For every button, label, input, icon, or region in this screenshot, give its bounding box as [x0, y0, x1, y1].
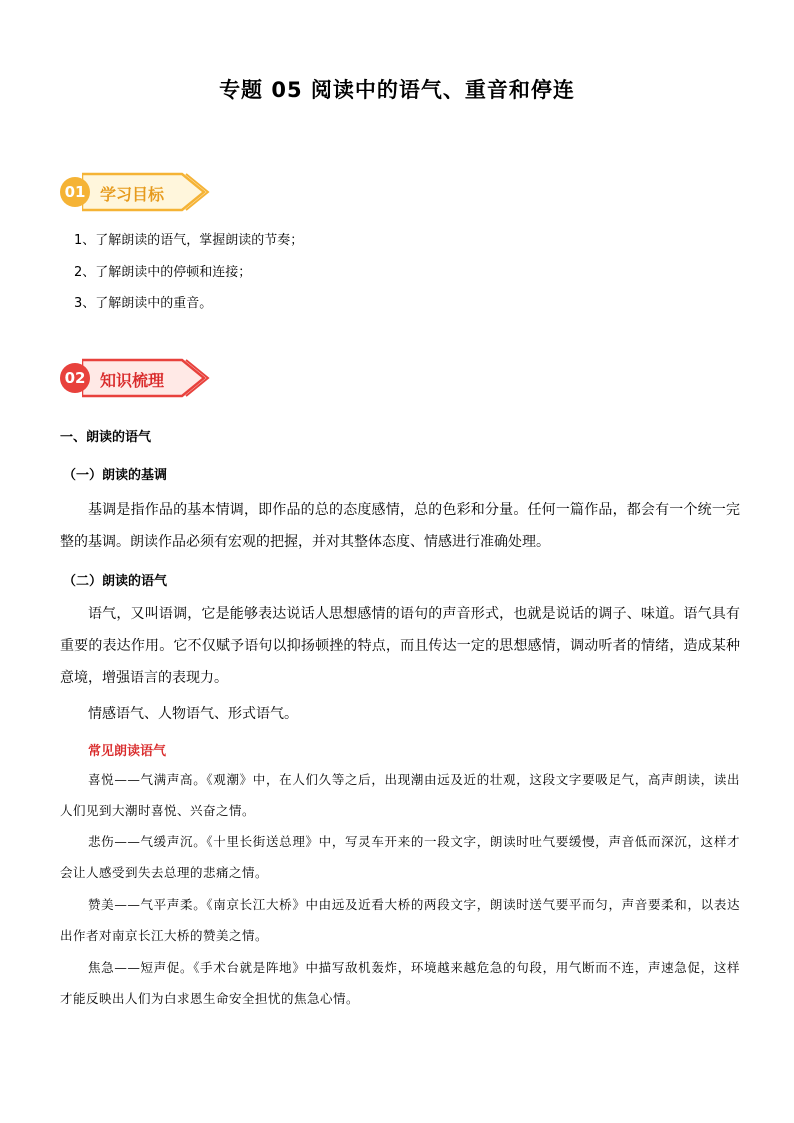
- example-paragraph: 赞美——气平声柔。《南京长江大桥》中由远及近看大桥的两段文字，朗读时送气要平而匀，声音要柔和，以表达出作者对南京长江大桥的赞美之情。: [60, 897, 740, 943]
- goal-item: 1、了解朗读的语气，掌握朗读的节奏；: [74, 233, 304, 248]
- example-paragraph: 悲伤——气缓声沉。《十里长街送总理》中，写灵车开来的一段文字，朗读时吐气要缓慢，声音低而深沉，这样才会让人感受到失去总理的悲痛之情。: [60, 834, 740, 880]
- section-label: 学习目标: [100, 185, 165, 204]
- example-paragraph: 喜悦——气满声高。《观潮》中，在人们久等之后，出现潮由远及近的壮观，这段文字要吸足气，高声朗读，读出人们见到大潮时喜悦、兴奋之情。: [60, 772, 740, 818]
- paragraph-tone: 语气，又叫语调，它是能够表达说话人思想感情的语句的声音形式，也就是说话的调子、味道。语气具有重要的表达作用。它不仅赋予语句以抑扬顿挫的特点，而且传达一定的思想感情，调动听者的情绪，造成某种意境，增强语言的表现力。: [60, 606, 740, 686]
- common-tones-heading: 常见朗读语气: [88, 744, 167, 759]
- goal-item: 3、了解朗读中的重音。: [74, 296, 213, 311]
- section-banner-knowledge: [60, 356, 210, 400]
- section-number-badge: 01: [60, 177, 90, 207]
- section-label: 知识梳理: [100, 371, 165, 390]
- section-number-badge: 02: [60, 363, 90, 393]
- subheading-tone: （二）朗读的语气: [63, 574, 168, 589]
- subheading-keynote: （一）朗读的基调: [63, 468, 168, 483]
- goal-item: 2、了解朗读中的停顿和连接；: [74, 265, 252, 280]
- paragraph-tone-types: 情感语气、人物语气、形式语气。: [88, 706, 298, 722]
- example-paragraph: 焦急——短声促。《手术台就是阵地》中描写敌机轰炸，环境越来越危急的句段，用气断而不连，声速急促，这样才能反映出人们为白求恩生命安全担忧的焦急心情。: [60, 960, 740, 1006]
- page-title: 专题 05 阅读中的语气、重音和停连: [219, 78, 575, 102]
- heading-tone: 一、朗读的语气: [60, 430, 152, 445]
- paragraph-keynote: 基调是指作品的基本情调，即作品的总的态度感情，总的色彩和分量。任何一篇作品，都会有一个统一完整的基调。朗读作品必须有宏观的把握，并对其整体态度、情感进行准确处理。: [60, 502, 740, 550]
- section-banner-goals: [60, 170, 210, 214]
